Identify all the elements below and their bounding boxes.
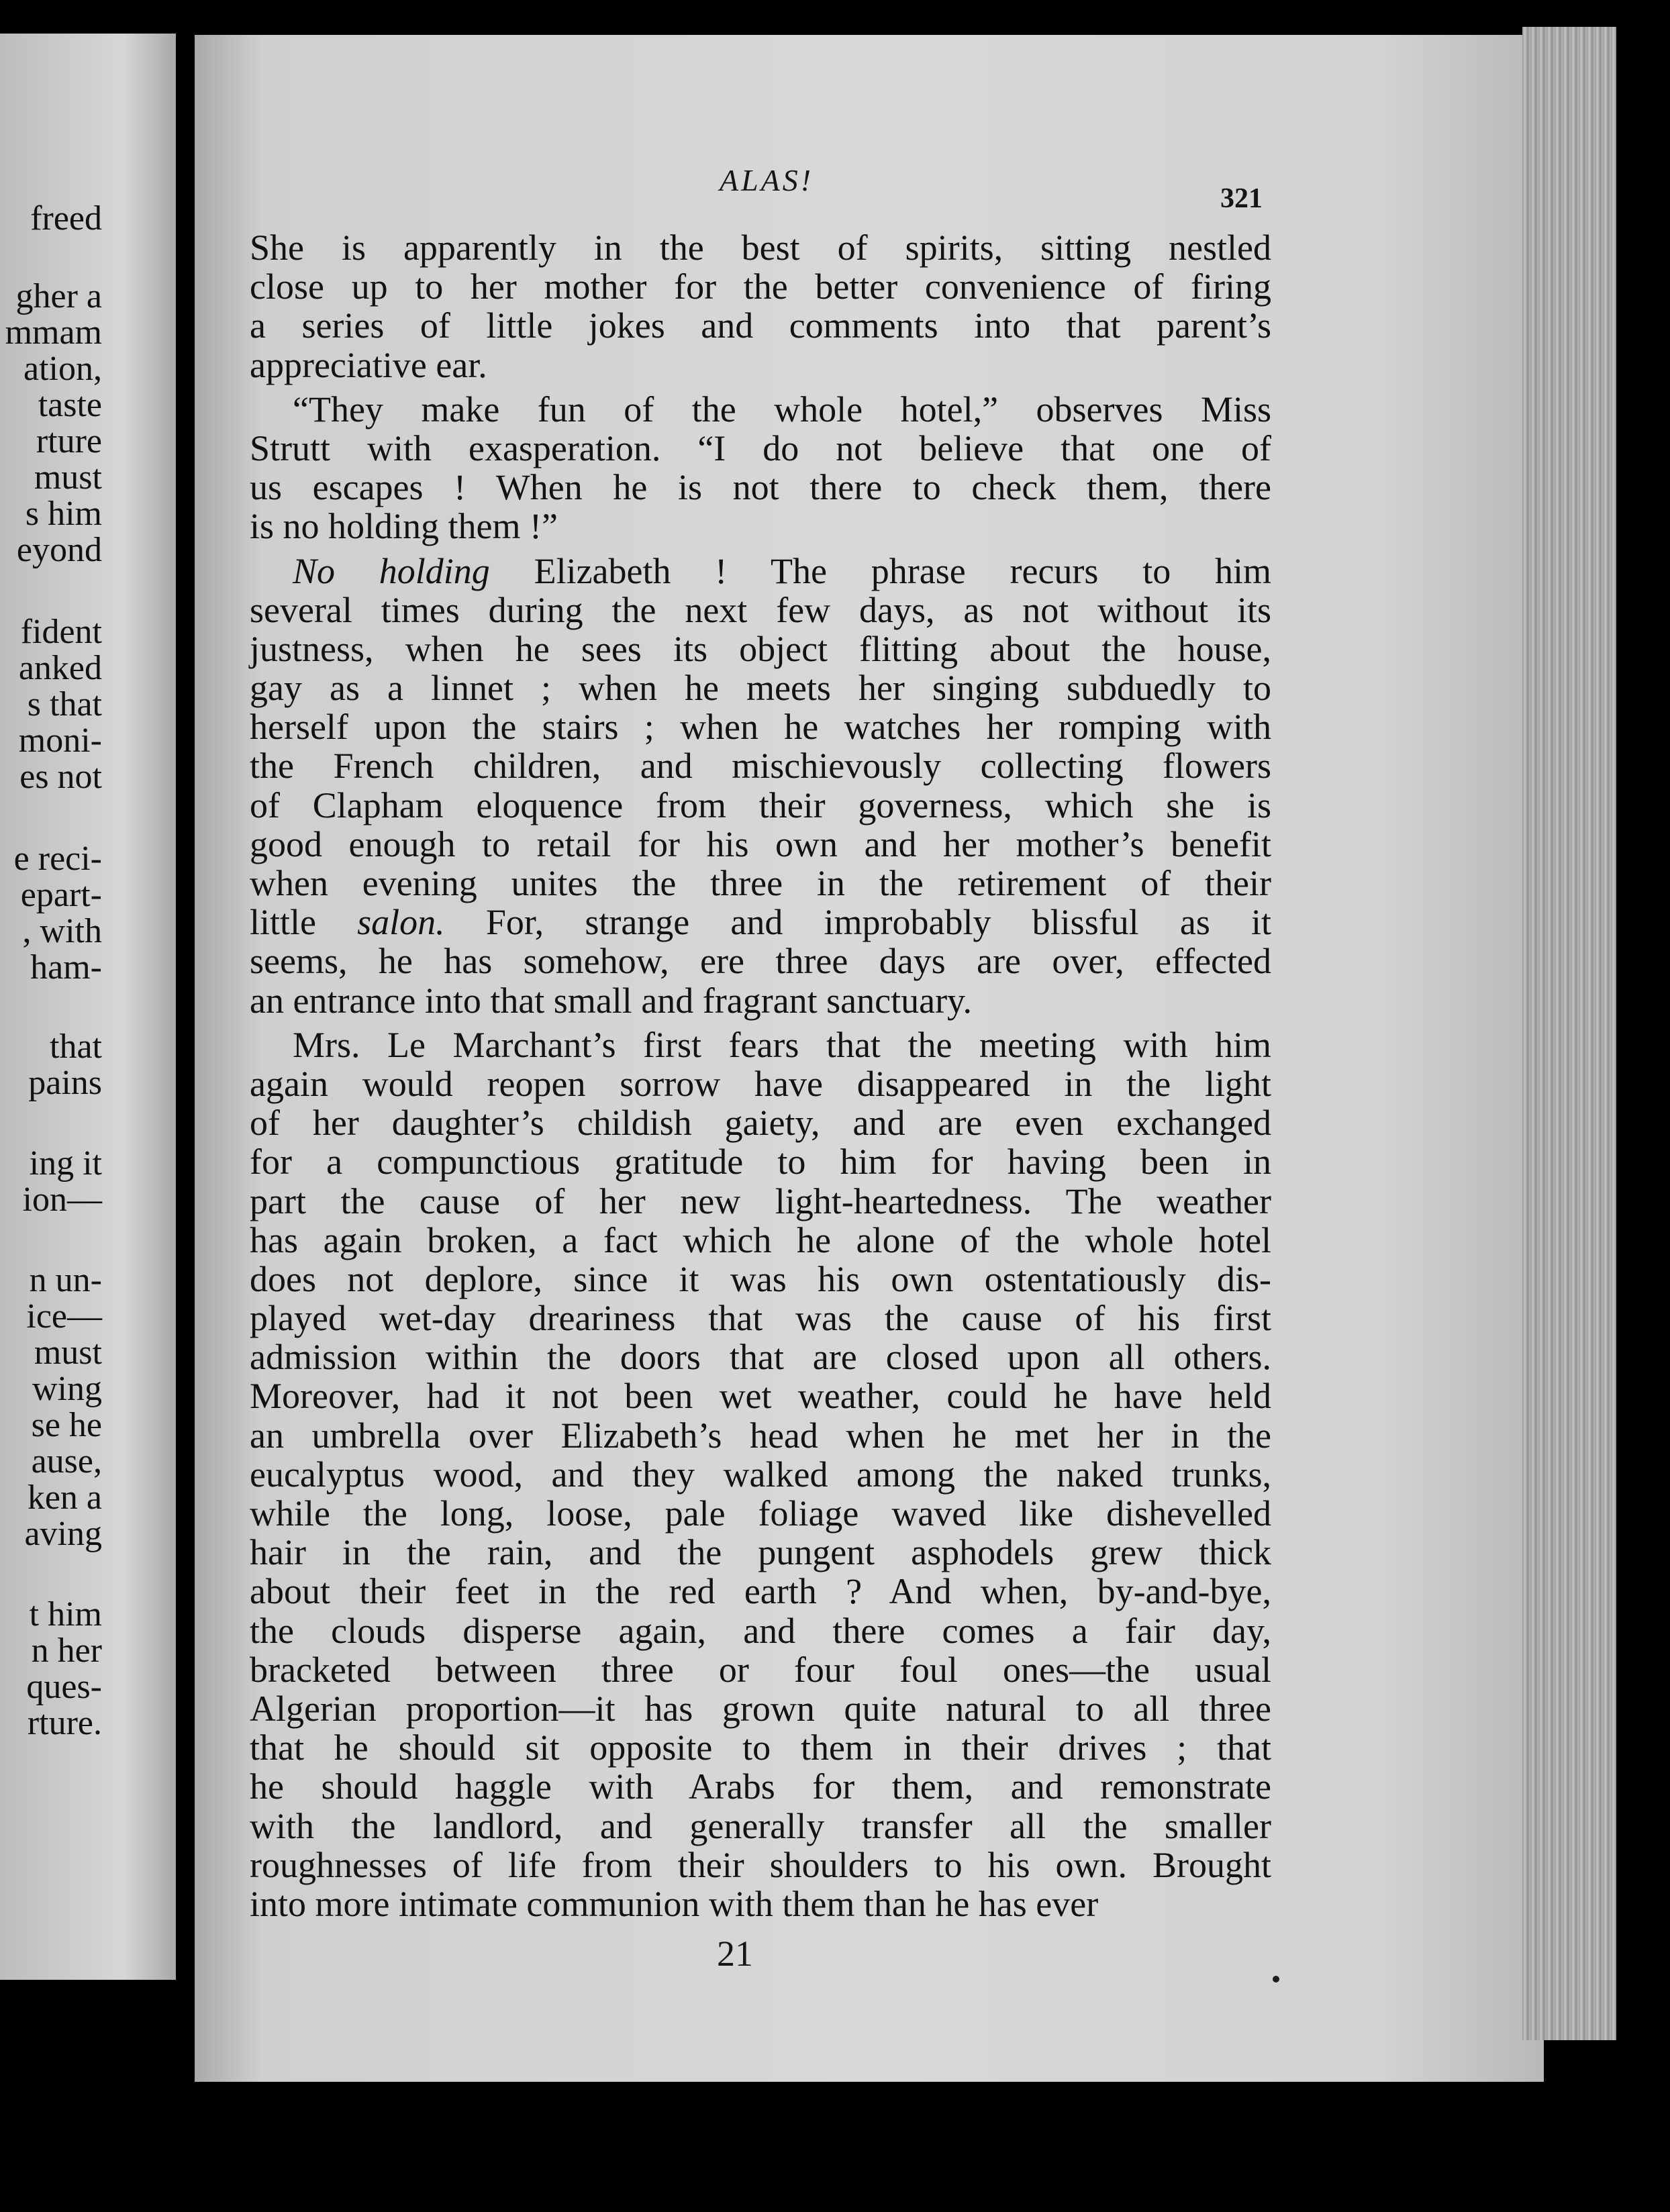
text-line: of Clapham eloquence from their governess, which she is — [250, 785, 1271, 825]
left-page-fragment: n un- — [29, 1261, 102, 1299]
left-page-fragment: ing it — [29, 1144, 102, 1183]
text-line: played wet-day dreariness that was the cause of his first — [250, 1298, 1271, 1339]
text-line: Algerian proportion—it has grown quite natural to all three — [250, 1688, 1271, 1729]
text-line: good enough to retail for his own and her mother’s benefit — [250, 823, 1271, 864]
left-page-fragment: eyond — [16, 531, 102, 569]
left-page-fragment: ion— — [22, 1180, 102, 1219]
text-line: Mrs. Le Marchant’s first fears that the meeting with him — [293, 1024, 1271, 1065]
text-line: justness, when he sees its object flitting about the house, — [250, 628, 1271, 669]
text-line: into more intimate communion with them than he has ever — [250, 1883, 1099, 1924]
text-line: does not deplore, since it was his own ostentatiously dis- — [250, 1258, 1271, 1299]
text-line: the French children, and mischievously collecting flowers — [250, 746, 1271, 787]
left-page-fragment: anked — [18, 649, 102, 687]
text-line: when evening unites the three in the retirement of their — [250, 863, 1271, 903]
running-head: ALAS! — [720, 163, 814, 197]
page-body-text — [250, 228, 1271, 1923]
text-line: is no holding them !” — [250, 506, 558, 547]
left-page-fragment: rture. — [27, 1704, 102, 1742]
left-page-fragment: ation, — [23, 350, 102, 388]
left-page-fragment: ause, — [31, 1442, 102, 1480]
left-page-fragment: taste — [38, 386, 102, 424]
left-page-fragment: ques- — [26, 1668, 102, 1706]
left-page-fragment: epart- — [20, 876, 102, 914]
left-page-fragment: wing — [32, 1370, 102, 1408]
left-page-fragment: , with — [22, 912, 102, 950]
text-line: “They make fun of the whole hotel,” observes Miss — [293, 389, 1271, 430]
left-page-fragment: that — [50, 1027, 102, 1066]
text-line: he should haggle with Arabs for them, and remonstrate — [250, 1766, 1271, 1807]
left-page-fragment: es not — [19, 758, 102, 796]
left-page-fragment: must — [34, 1334, 102, 1372]
text-line: with the landlord, and generally transfer all the smaller — [250, 1805, 1271, 1846]
left-page-fragment: ham- — [30, 948, 102, 987]
text-line: an umbrella over Elizabeth’s head when he met her in the — [250, 1415, 1271, 1456]
text-line: roughnesses of life from their shoulders to his own. Brought — [250, 1844, 1271, 1885]
text-line: close up to her mother for the better convenience of firing — [250, 266, 1271, 307]
text-line: gay as a linnet ; when he meets her singing subduedly to — [250, 668, 1271, 709]
left-page-fragment: ice— — [26, 1297, 102, 1336]
page-edge — [1522, 27, 1616, 2040]
text-line: several times during the next few days, as not without its — [250, 589, 1271, 630]
left-page-fragment: s that — [27, 685, 102, 723]
text-line: about their feet in the red earth ? And when, by-and-bye, — [250, 1571, 1271, 1612]
left-page-fragment: ken a — [27, 1478, 102, 1517]
text-line: bracketed between three or four foul ones—the usual — [250, 1649, 1271, 1690]
text-line: Strutt with exasperation. “I do not believe that one of — [250, 428, 1271, 468]
left-page-fragment: fident — [20, 613, 102, 651]
text-line: of her daughter’s childish gaiety, and are even exchanged — [250, 1103, 1271, 1144]
left-page-fragment: aving — [24, 1515, 102, 1553]
text-line: while the long, loose, pale foliage waved like dishevelled — [250, 1493, 1271, 1534]
text-line: Moreover, had it not been wet weather, could he have held — [250, 1376, 1271, 1417]
text-line: seems, he has somehow, ere three days are over, effected — [250, 941, 1271, 982]
left-page-fragment: pains — [28, 1064, 102, 1102]
text-line: a series of little jokes and comments into that parent’s — [250, 305, 1271, 346]
text-line: an entrance into that small and fragrant sanctuary. — [250, 980, 973, 1021]
left-page-fragment: mmam — [5, 313, 102, 352]
left-facing-page — [0, 34, 176, 1980]
left-page-fragment: moni- — [18, 721, 102, 760]
text-line: herself upon the stairs ; when he watches her romping with — [250, 707, 1271, 748]
left-page-fragment: gher a — [15, 277, 102, 315]
left-page-fragment: n her — [31, 1631, 102, 1670]
signature-mark: 21 — [717, 1933, 753, 1974]
page-number: 321 — [1220, 183, 1263, 214]
left-page-fragment: e reci- — [13, 840, 102, 878]
left-page-fragment: must — [34, 458, 102, 497]
text-line: has again broken, a fact which he alone of the whole hotel — [250, 1219, 1271, 1260]
text-line: part the cause of her new light-heartedness. The weather — [250, 1180, 1271, 1221]
left-page-fragment: s him — [25, 495, 102, 533]
text-line: the clouds disperse again, and there comes a fair day, — [250, 1610, 1271, 1651]
left-page-fragment: se he — [31, 1406, 102, 1444]
text-line: for a compunctious gratitude to him for having been in — [250, 1142, 1271, 1183]
text-line: No holding Elizabeth ! The phrase recurs to him — [293, 550, 1271, 591]
text-line: again would reopen sorrow have disappeared in the light — [250, 1063, 1271, 1104]
text-line: appreciative ear. — [250, 344, 487, 385]
text-line: She is apparently in the best of spirits, sitting nestled — [250, 228, 1271, 268]
text-line: eucalyptus wood, and they walked among the naked trunks, — [250, 1454, 1271, 1495]
text-line: admission within the doors that are closed upon all others. — [250, 1337, 1271, 1378]
left-page-fragment: freed — [30, 199, 102, 238]
text-line: little salon. For, strange and improbably blissful as it — [250, 902, 1271, 943]
left-page-fragment: rture — [36, 422, 102, 460]
left-page-fragment: t him — [29, 1595, 102, 1633]
text-line: that he should sit opposite to them in their drives ; that — [250, 1727, 1271, 1768]
text-line: hair in the rain, and the pungent asphodels grew thick — [250, 1532, 1271, 1573]
ink-speck — [1273, 1976, 1279, 1982]
text-line: us escapes ! When he is not there to check them, there — [250, 467, 1271, 508]
